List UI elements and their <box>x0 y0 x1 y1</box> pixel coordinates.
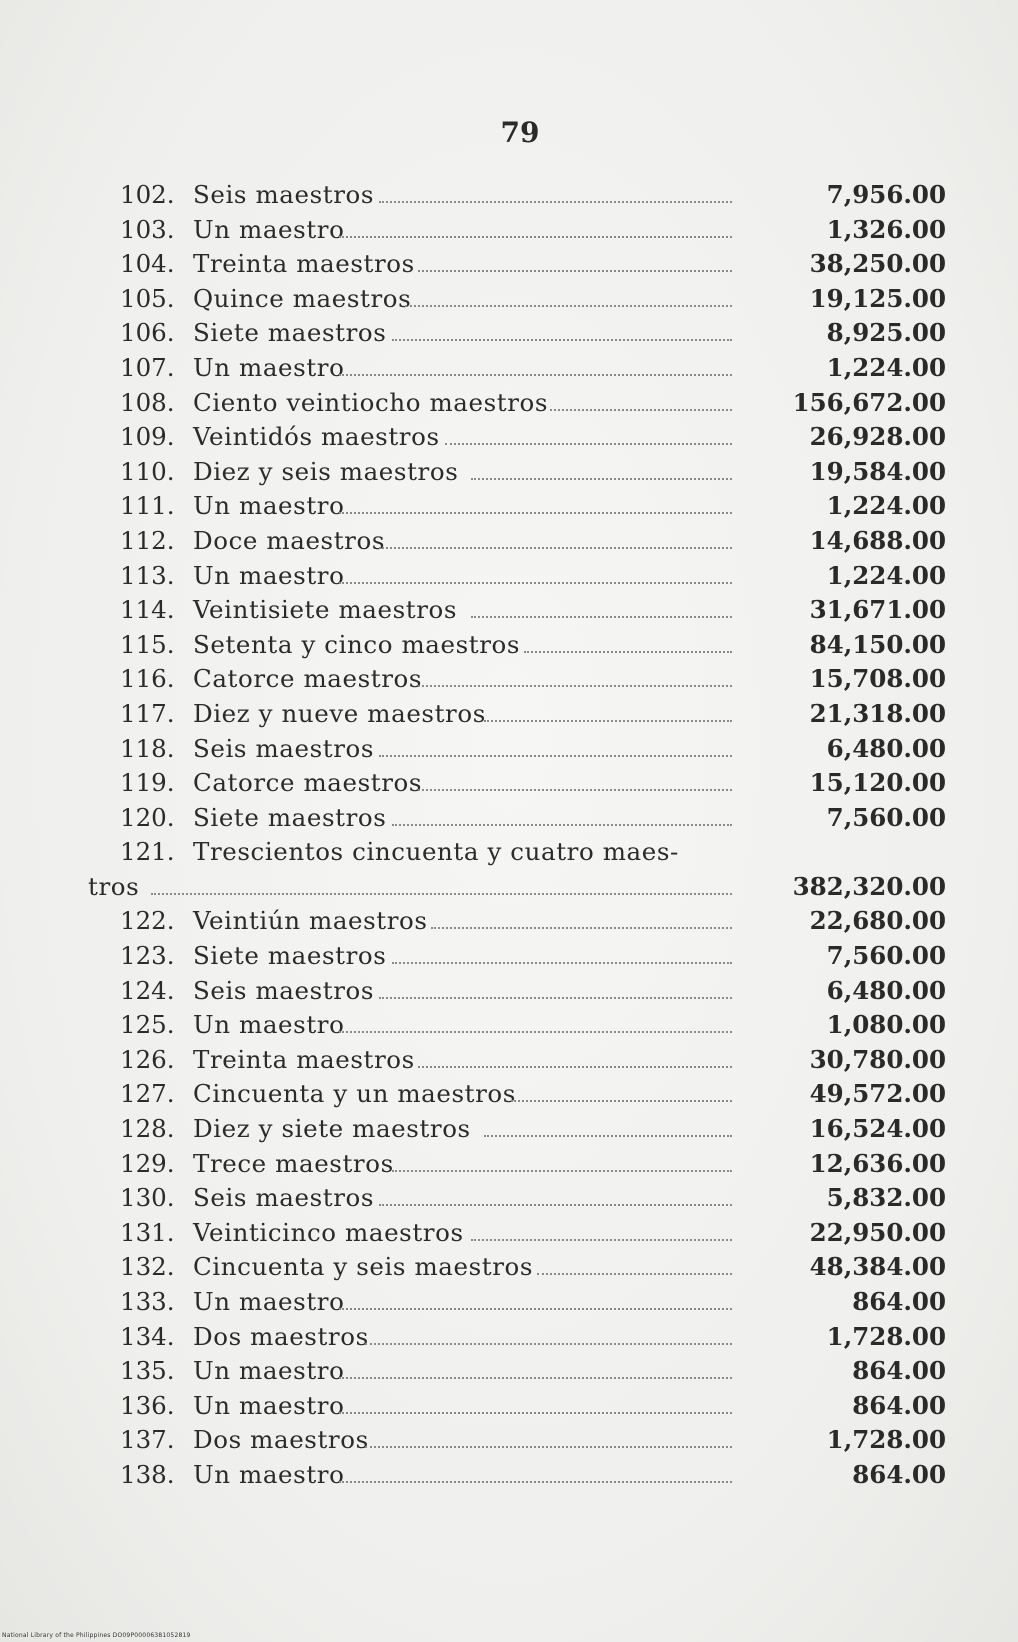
item-description: Doce maestros <box>193 525 385 555</box>
item-description: Seis maestros <box>193 733 375 763</box>
table-row <box>0 282 1018 317</box>
item-description: Treinta maestros <box>193 1044 415 1074</box>
item-description: Un maestro <box>193 1356 345 1386</box>
item-number: 124. <box>120 975 175 1005</box>
dotted-leader <box>379 755 732 757</box>
item-number: 103. <box>120 214 175 244</box>
item-number: 106. <box>120 318 175 348</box>
item-number: 138. <box>120 1459 175 1489</box>
dotted-leader <box>484 1135 732 1137</box>
item-amount: 1,224.00 <box>826 352 946 382</box>
item-number: 109. <box>120 422 175 452</box>
table-row <box>0 697 1018 732</box>
item-description: Siete maestros <box>193 318 387 348</box>
dotted-leader <box>431 927 732 929</box>
table-row <box>0 1320 1018 1355</box>
dotted-leader <box>365 1446 732 1448</box>
table-row <box>0 1285 1018 1320</box>
item-amount: 48,384.00 <box>809 1252 946 1282</box>
dotted-leader <box>471 478 732 480</box>
dotted-leader <box>339 236 732 238</box>
item-amount: 7,560.00 <box>826 802 946 832</box>
item-amount: 26,928.00 <box>809 422 946 452</box>
item-amount: 8,925.00 <box>826 318 946 348</box>
item-amount: 21,318.00 <box>809 698 946 728</box>
item-number: 112. <box>120 525 175 555</box>
dotted-leader <box>392 962 732 964</box>
table-row <box>0 974 1018 1009</box>
item-description: Un maestro <box>193 214 345 244</box>
table-row <box>0 178 1018 213</box>
item-description: Un maestro <box>193 560 345 590</box>
item-number: 117. <box>120 698 175 728</box>
table-row <box>0 316 1018 351</box>
item-number: 128. <box>120 1114 175 1144</box>
dotted-leader <box>379 997 732 999</box>
dotted-leader <box>339 1412 732 1414</box>
table-row <box>0 1008 1018 1043</box>
item-number: 114. <box>120 595 175 625</box>
dotted-leader <box>418 789 732 791</box>
item-number: 134. <box>120 1321 175 1351</box>
item-amount: 864.00 <box>852 1356 946 1386</box>
item-description: Diez y siete maestros <box>193 1114 471 1144</box>
dotted-leader <box>484 720 732 722</box>
dotted-leader <box>418 1066 732 1068</box>
table-row <box>0 247 1018 282</box>
item-description: Catorce maestros <box>193 664 423 694</box>
table-row <box>0 628 1018 663</box>
table-row <box>0 593 1018 628</box>
table-row <box>0 213 1018 248</box>
item-number: 113. <box>120 560 175 590</box>
item-description: Cincuenta y un maestros <box>193 1079 516 1109</box>
table-row <box>0 1112 1018 1147</box>
item-amount: 864.00 <box>852 1390 946 1420</box>
item-number: 122. <box>120 906 175 936</box>
item-number: 105. <box>120 283 175 313</box>
item-description: Un maestro <box>193 1287 345 1316</box>
dotted-leader <box>339 1481 732 1483</box>
table-row <box>0 386 1018 421</box>
item-description: Trescientos cincuenta y cuatro maes- <box>193 837 679 867</box>
dotted-leader <box>339 374 732 376</box>
dotted-leader <box>418 685 732 687</box>
dotted-leader <box>151 893 732 895</box>
item-amount: 49,572.00 <box>809 1079 946 1109</box>
item-amount: 864.00 <box>852 1459 946 1489</box>
dotted-leader <box>365 1343 732 1345</box>
table-row <box>0 662 1018 697</box>
table-row <box>0 455 1018 490</box>
item-amount: 1,728.00 <box>826 1425 946 1455</box>
item-description-continued: tros <box>88 871 140 901</box>
item-number: 135. <box>120 1356 175 1386</box>
item-number: 108. <box>120 387 175 417</box>
item-number: 127. <box>120 1079 175 1109</box>
item-number: 118. <box>120 733 175 763</box>
table-row <box>0 835 1018 870</box>
table-row <box>0 1354 1018 1389</box>
dotted-leader <box>339 1377 732 1379</box>
item-description: Diez y seis maestros <box>193 456 459 486</box>
dotted-leader <box>524 651 732 653</box>
item-description: Dos maestros <box>193 1425 369 1455</box>
item-number: 129. <box>120 1148 175 1178</box>
page-number: 79 <box>500 116 540 149</box>
table-row <box>0 1250 1018 1285</box>
table-row <box>0 939 1018 974</box>
appropriation-list <box>0 178 1018 1493</box>
table-row <box>0 904 1018 939</box>
item-amount: 382,320.00 <box>792 871 946 901</box>
item-amount: 38,250.00 <box>809 249 946 279</box>
item-amount: 1,080.00 <box>826 1010 946 1040</box>
table-row <box>0 1147 1018 1182</box>
item-description: Un maestro <box>193 491 345 521</box>
table-row <box>0 766 1018 801</box>
footer-source-note: National Library of the Philippines DO09P00006381052819 <box>2 1632 191 1639</box>
table-row <box>0 1389 1018 1424</box>
item-description: Seis maestros <box>193 975 375 1005</box>
item-amount: 16,524.00 <box>809 1114 946 1144</box>
dotted-leader <box>379 547 732 549</box>
table-row <box>0 1181 1018 1216</box>
item-amount: 6,480.00 <box>826 975 946 1005</box>
item-amount: 156,672.00 <box>792 387 946 417</box>
item-number: 115. <box>120 629 175 659</box>
item-amount: 14,688.00 <box>809 525 946 555</box>
item-number: 102. <box>120 180 175 209</box>
dotted-leader <box>445 443 732 445</box>
item-amount: 1,224.00 <box>826 491 946 521</box>
item-description: Veintidós maestros <box>193 422 440 452</box>
item-amount: 19,584.00 <box>809 456 946 486</box>
item-description: Trece maestros <box>193 1148 394 1178</box>
item-amount: 15,708.00 <box>809 664 946 694</box>
table-row <box>0 732 1018 767</box>
item-amount: 31,671.00 <box>809 595 946 625</box>
item-description: Un maestro <box>193 1390 345 1420</box>
dotted-leader <box>339 512 732 514</box>
item-description: Setenta y cinco maestros <box>193 629 521 659</box>
item-amount: 7,560.00 <box>826 941 946 971</box>
item-number: 107. <box>120 352 175 382</box>
item-number: 110. <box>120 456 175 486</box>
table-row <box>0 1043 1018 1078</box>
item-number: 137. <box>120 1425 175 1455</box>
item-number: 132. <box>120 1252 175 1282</box>
dotted-leader <box>379 201 732 203</box>
item-description: Cincuenta y seis maestros <box>193 1252 534 1282</box>
item-number: 111. <box>120 491 175 521</box>
item-description: Seis maestros <box>193 1183 375 1213</box>
dotted-leader <box>471 616 732 618</box>
item-amount: 19,125.00 <box>809 283 946 313</box>
table-row <box>0 1216 1018 1251</box>
item-description: Treinta maestros <box>193 249 415 279</box>
item-description: Siete maestros <box>193 941 387 971</box>
item-amount: 15,120.00 <box>809 768 946 798</box>
item-amount: 6,480.00 <box>826 733 946 763</box>
item-amount: 5,832.00 <box>826 1183 946 1213</box>
item-amount: 30,780.00 <box>809 1044 946 1074</box>
item-number: 133. <box>120 1287 175 1316</box>
item-amount: 1,326.00 <box>826 214 946 244</box>
table-row <box>0 420 1018 455</box>
item-description: Un maestro <box>193 1010 345 1040</box>
item-number: 121. <box>120 837 175 867</box>
table-row-continuation <box>0 870 1018 905</box>
item-amount: 864.00 <box>852 1287 946 1316</box>
dotted-leader <box>537 1273 732 1275</box>
table-row <box>0 1423 1018 1458</box>
item-amount: 7,956.00 <box>826 180 946 209</box>
table-row <box>0 1077 1018 1112</box>
item-description: Dos maestros <box>193 1321 369 1351</box>
dotted-leader <box>550 409 732 411</box>
dotted-leader <box>471 1239 732 1241</box>
item-amount: 12,636.00 <box>809 1148 946 1178</box>
item-description: Quince maestros <box>193 283 412 313</box>
table-row <box>0 1458 1018 1493</box>
item-number: 136. <box>120 1390 175 1420</box>
item-number: 104. <box>120 249 175 279</box>
dotted-leader <box>392 1170 732 1172</box>
dotted-leader <box>418 270 732 272</box>
item-amount: 22,950.00 <box>809 1217 946 1247</box>
table-row <box>0 524 1018 559</box>
item-number: 123. <box>120 941 175 971</box>
dotted-leader <box>379 1204 732 1206</box>
dotted-leader <box>339 582 732 584</box>
item-amount: 22,680.00 <box>809 906 946 936</box>
item-description: Diez y nueve maestros <box>193 698 486 728</box>
item-amount: 84,150.00 <box>809 629 946 659</box>
item-description: Veintiún maestros <box>193 906 428 936</box>
dotted-leader <box>405 305 732 307</box>
item-description: Veintisiete maestros <box>193 595 458 625</box>
dotted-leader <box>392 339 732 341</box>
item-number: 116. <box>120 664 175 694</box>
dotted-leader <box>339 1308 732 1310</box>
item-number: 120. <box>120 802 175 832</box>
item-amount: 1,728.00 <box>826 1321 946 1351</box>
dotted-leader <box>511 1100 732 1102</box>
item-amount: 1,224.00 <box>826 560 946 590</box>
dotted-leader <box>339 1031 732 1033</box>
dotted-leader <box>392 824 732 826</box>
item-number: 119. <box>120 768 175 798</box>
item-description: Catorce maestros <box>193 768 423 798</box>
item-description: Un maestro <box>193 1459 345 1489</box>
item-number: 131. <box>120 1217 175 1247</box>
item-number: 125. <box>120 1010 175 1040</box>
item-description: Siete maestros <box>193 802 387 832</box>
item-description: Veinticinco maestros <box>193 1217 464 1247</box>
table-row <box>0 351 1018 386</box>
table-row <box>0 489 1018 524</box>
item-description: Ciento veintiocho maestros <box>193 387 549 417</box>
item-description: Un maestro <box>193 352 345 382</box>
item-number: 126. <box>120 1044 175 1074</box>
item-description: Seis maestros <box>193 180 375 209</box>
item-number: 130. <box>120 1183 175 1213</box>
table-row <box>0 559 1018 594</box>
table-row <box>0 801 1018 836</box>
